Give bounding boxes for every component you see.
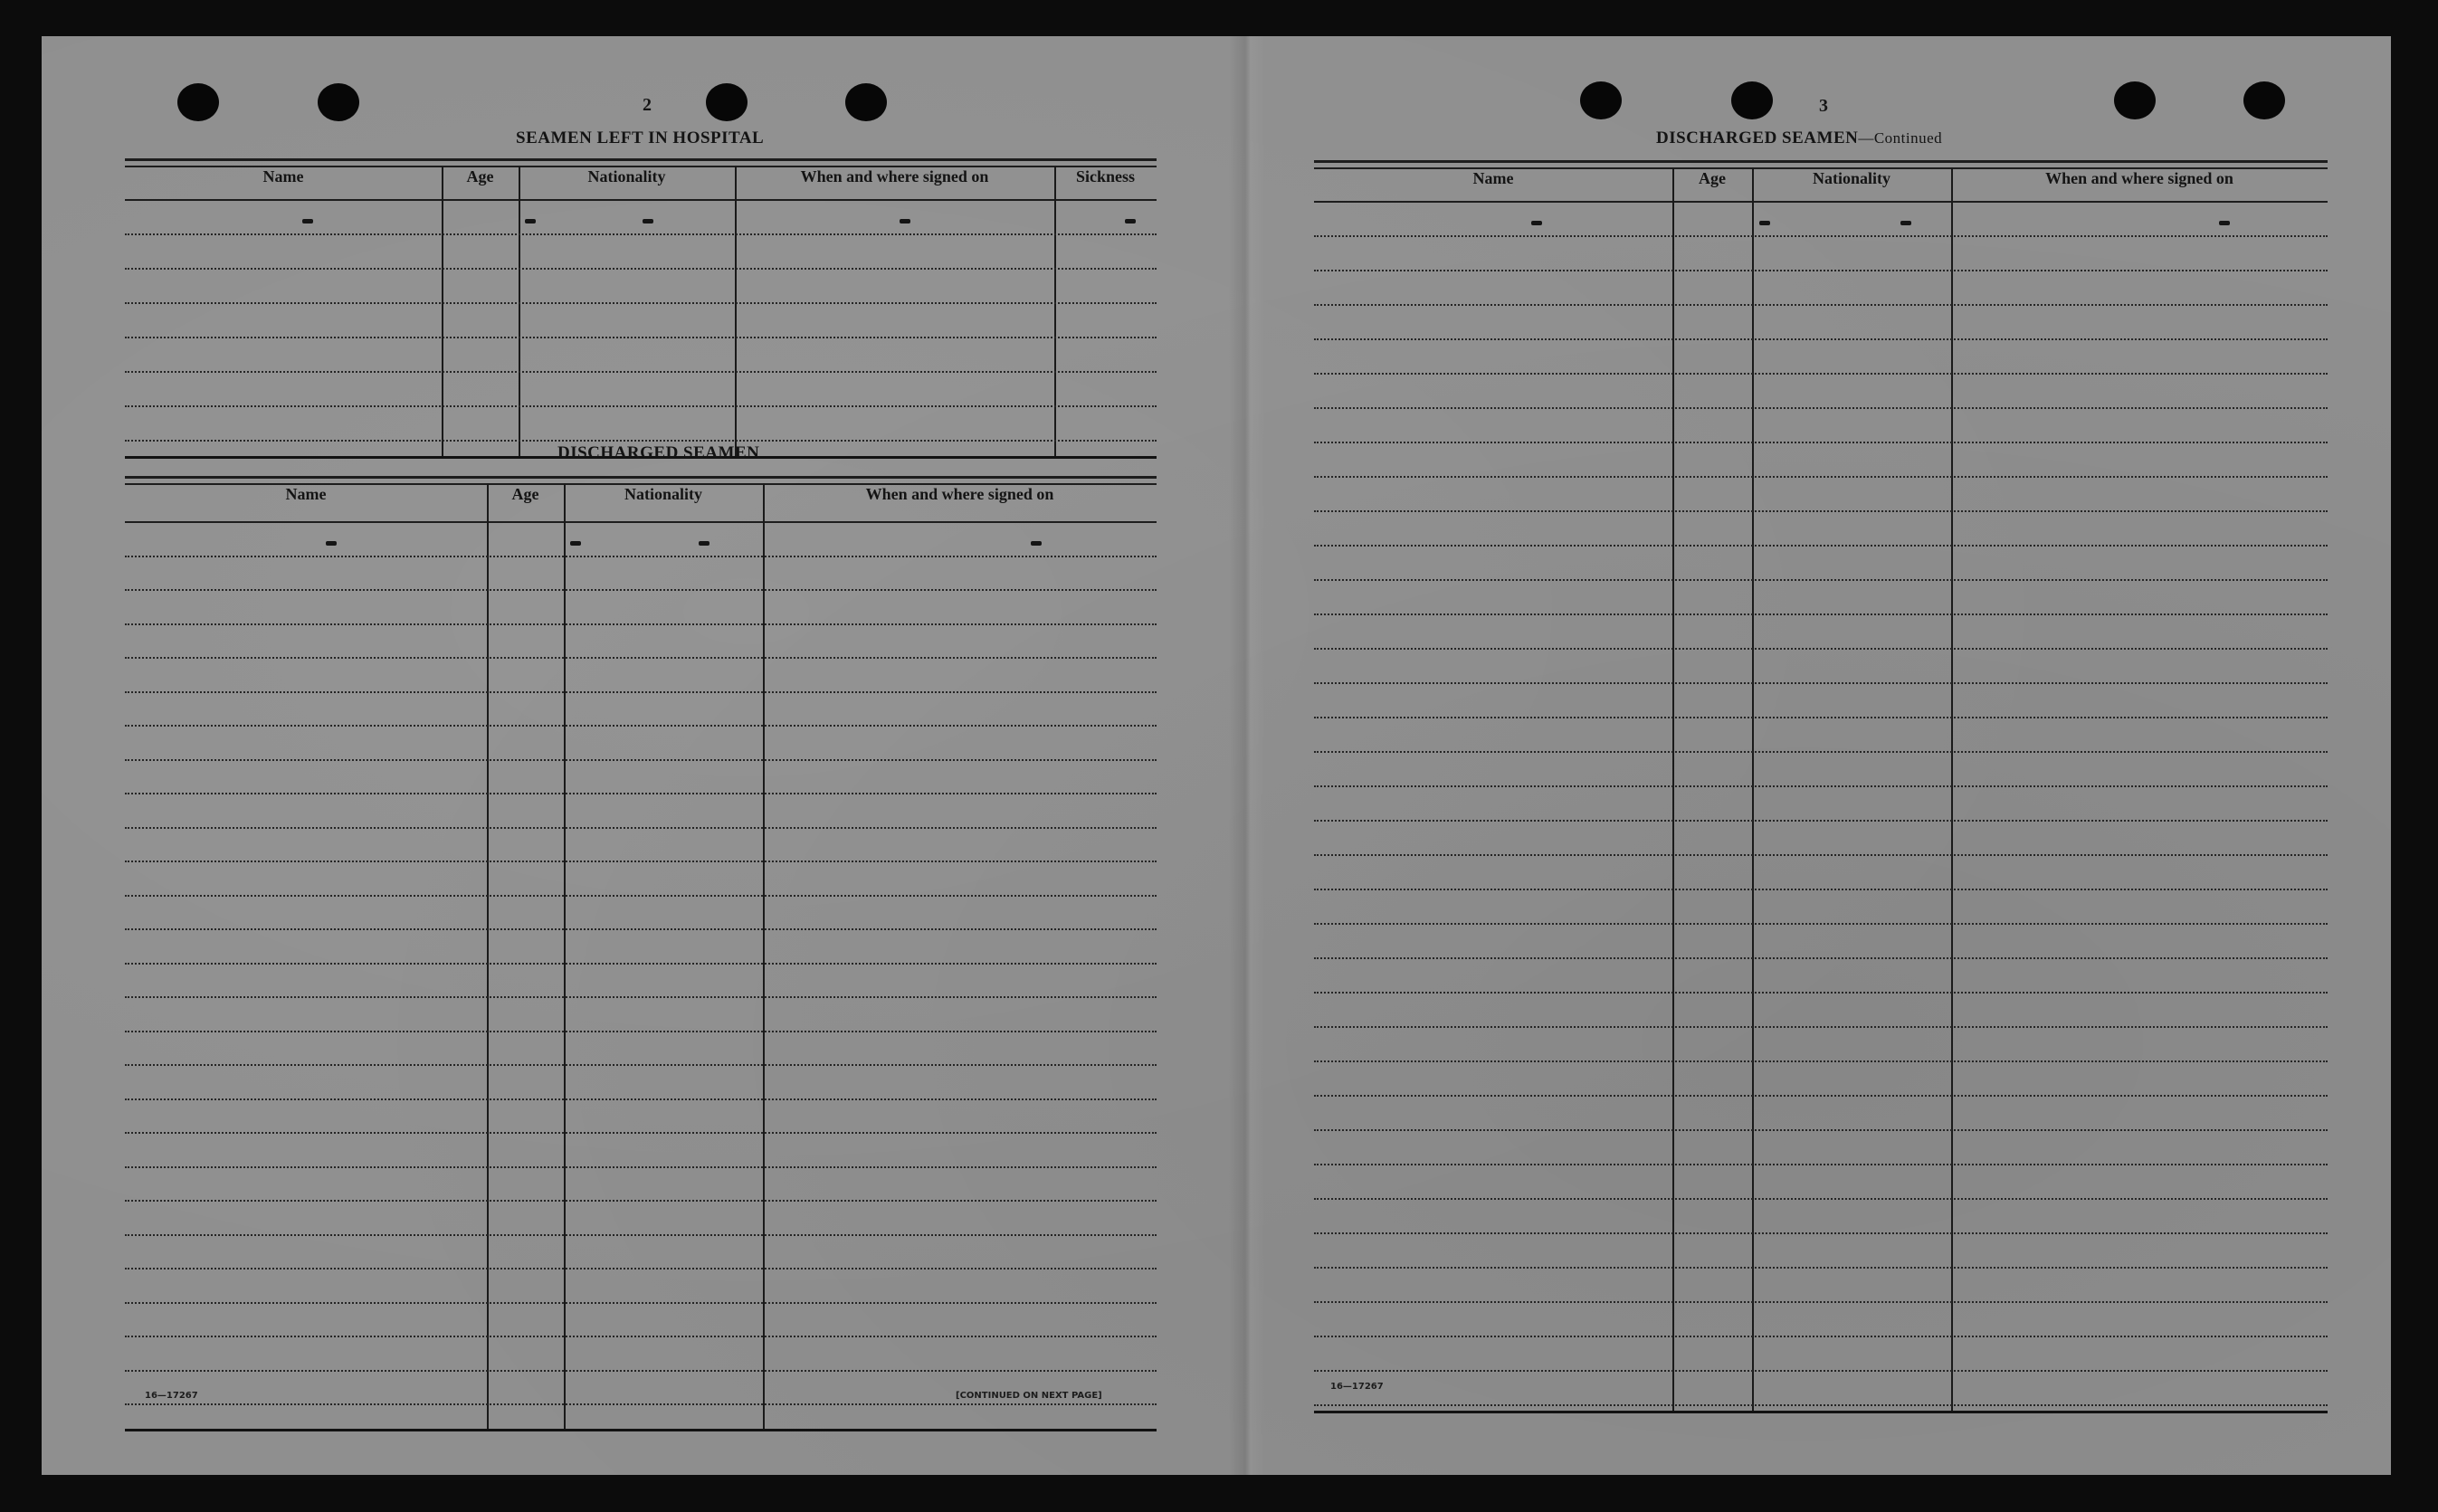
row-line: [125, 337, 1157, 338]
form-code-right: 16—17267: [1330, 1382, 1384, 1392]
row-line: [125, 405, 1157, 407]
row-line: [125, 440, 1157, 442]
ink-mark: [326, 541, 337, 546]
table-top-rule: [125, 158, 1157, 161]
column-header: When and where signed on: [2045, 169, 2233, 187]
row-line: [1314, 304, 2328, 306]
column-divider: [1951, 167, 1953, 1413]
column-header: Nationality: [624, 485, 702, 503]
row-line: [125, 1064, 1157, 1066]
row-line: [1314, 820, 2328, 822]
column-header: Nationality: [1812, 169, 1890, 187]
row-line: [125, 827, 1157, 829]
column-divider: [487, 483, 489, 1431]
row-line: [1314, 545, 2328, 547]
row-line: [125, 302, 1157, 304]
row-line: [125, 725, 1157, 727]
row-line: [1314, 957, 2328, 959]
row-line: [1314, 1301, 2328, 1303]
ink-mark: [570, 541, 581, 546]
row-line: [125, 963, 1157, 965]
row-line: [125, 268, 1157, 270]
table-bottom-rule: [125, 1429, 1157, 1431]
row-line: [1314, 717, 2328, 718]
ink-mark: [1531, 221, 1542, 225]
column-divider: [519, 166, 520, 459]
column-header: When and where signed on: [800, 167, 989, 185]
row-line: [125, 623, 1157, 625]
header-bottom-rule: [1314, 201, 2328, 203]
ink-mark: [699, 541, 709, 546]
row-line: [125, 1031, 1157, 1032]
continued-suffix: —Continued: [1858, 129, 1943, 147]
column-divider: [1054, 166, 1056, 459]
column-divider: [1752, 167, 1754, 1413]
scanned-form-spread: [42, 36, 2391, 1475]
row-line: [125, 1403, 1157, 1405]
row-line: [1314, 270, 2328, 271]
row-line: [125, 691, 1157, 693]
row-line: [1314, 1129, 2328, 1131]
column-header: Name: [262, 167, 304, 185]
column-header: Sickness: [1075, 167, 1136, 185]
row-line: [1314, 373, 2328, 375]
table-top-rule: [1314, 160, 2328, 163]
row-line: [1314, 785, 2328, 787]
discharged-table-left: [125, 476, 1157, 1431]
column-divider: [442, 166, 443, 459]
row-line: [1314, 442, 2328, 443]
header-bottom-rule: [125, 199, 1157, 201]
row-line: [1314, 1370, 2328, 1372]
ink-mark: [302, 219, 313, 223]
row-line: [125, 1268, 1157, 1270]
discharged-section-title: DISCHARGED SEAMEN: [557, 443, 760, 462]
discharged-table-right: [1314, 160, 2328, 1413]
column-header: Name: [285, 485, 327, 503]
row-line: [125, 1166, 1157, 1168]
row-line: [125, 1302, 1157, 1304]
row-line: [125, 589, 1157, 591]
ink-mark: [1759, 221, 1770, 225]
table-bottom-rule: [1314, 1411, 2328, 1413]
ink-mark: [525, 219, 536, 223]
row-line: [125, 996, 1157, 998]
hospital-table: [125, 158, 1157, 459]
punch-hole: [706, 83, 748, 121]
ink-mark: [1900, 221, 1911, 225]
ink-mark: [643, 219, 653, 223]
row-line: [1314, 1404, 2328, 1406]
row-line: [125, 233, 1157, 235]
row-line: [125, 1132, 1157, 1134]
row-line: [125, 1336, 1157, 1337]
column-header: Name: [1472, 169, 1514, 187]
column-header: Age: [466, 167, 494, 185]
row-line: [125, 759, 1157, 761]
row-line: [1314, 613, 2328, 615]
hospital-section-title: SEAMEN LEFT IN HOSPITAL: [516, 128, 765, 147]
form-code-left: 16—17267: [145, 1391, 198, 1401]
row-line: [1314, 751, 2328, 753]
row-line: [1314, 1232, 2328, 1234]
row-line: [1314, 407, 2328, 409]
ink-mark: [1125, 219, 1136, 223]
continued-note: [CONTINUED ON NEXT PAGE]: [956, 1391, 1102, 1401]
page-number-left: 2: [643, 95, 652, 115]
row-line: [1314, 1267, 2328, 1269]
row-line: [1314, 579, 2328, 581]
discharged-continued-title: [1656, 128, 1942, 148]
punch-hole: [1580, 81, 1622, 119]
row-line: [125, 1234, 1157, 1236]
row-line: [125, 928, 1157, 930]
page-number-right: 3: [1819, 96, 1828, 116]
page-fold: [1229, 36, 1265, 1475]
ink-mark: [1031, 541, 1042, 546]
row-line: [125, 556, 1157, 557]
row-line: [1314, 1026, 2328, 1028]
row-line: [1314, 682, 2328, 684]
row-line: [1314, 854, 2328, 856]
punch-hole: [1731, 81, 1773, 119]
row-line: [125, 861, 1157, 862]
row-line: [1314, 923, 2328, 925]
row-line: [125, 657, 1157, 659]
column-header: Age: [511, 485, 539, 503]
row-line: [125, 793, 1157, 794]
column-divider: [735, 166, 737, 459]
column-header: Age: [1699, 169, 1726, 187]
row-line: [1314, 510, 2328, 512]
punch-hole: [845, 83, 887, 121]
column-header: When and where signed on: [865, 485, 1054, 503]
column-divider: [564, 483, 566, 1431]
row-line: [1314, 992, 2328, 994]
row-line: [125, 1200, 1157, 1202]
row-line: [125, 371, 1157, 373]
row-line: [1314, 476, 2328, 478]
column-divider: [763, 483, 765, 1431]
row-line: [1314, 1060, 2328, 1062]
punch-hole: [177, 83, 219, 121]
row-line: [1314, 889, 2328, 890]
header-bottom-rule: [125, 521, 1157, 523]
ink-mark: [900, 219, 910, 223]
table-top-rule: [125, 476, 1157, 479]
column-divider: [1672, 167, 1674, 1413]
row-line: [125, 895, 1157, 897]
row-line: [1314, 235, 2328, 237]
punch-hole: [2114, 81, 2156, 119]
punch-hole: [2243, 81, 2285, 119]
row-line: [125, 1370, 1157, 1372]
row-line: [125, 1098, 1157, 1100]
row-line: [1314, 1164, 2328, 1165]
row-line: [1314, 1336, 2328, 1337]
punch-hole: [318, 83, 359, 121]
column-header: Nationality: [587, 167, 666, 185]
row-line: [1314, 1095, 2328, 1097]
row-line: [1314, 338, 2328, 340]
discharged-continued-title-text: DISCHARGED SEAMEN: [1656, 128, 1859, 147]
ink-mark: [2219, 221, 2230, 225]
row-line: [1314, 648, 2328, 650]
row-line: [1314, 1198, 2328, 1200]
